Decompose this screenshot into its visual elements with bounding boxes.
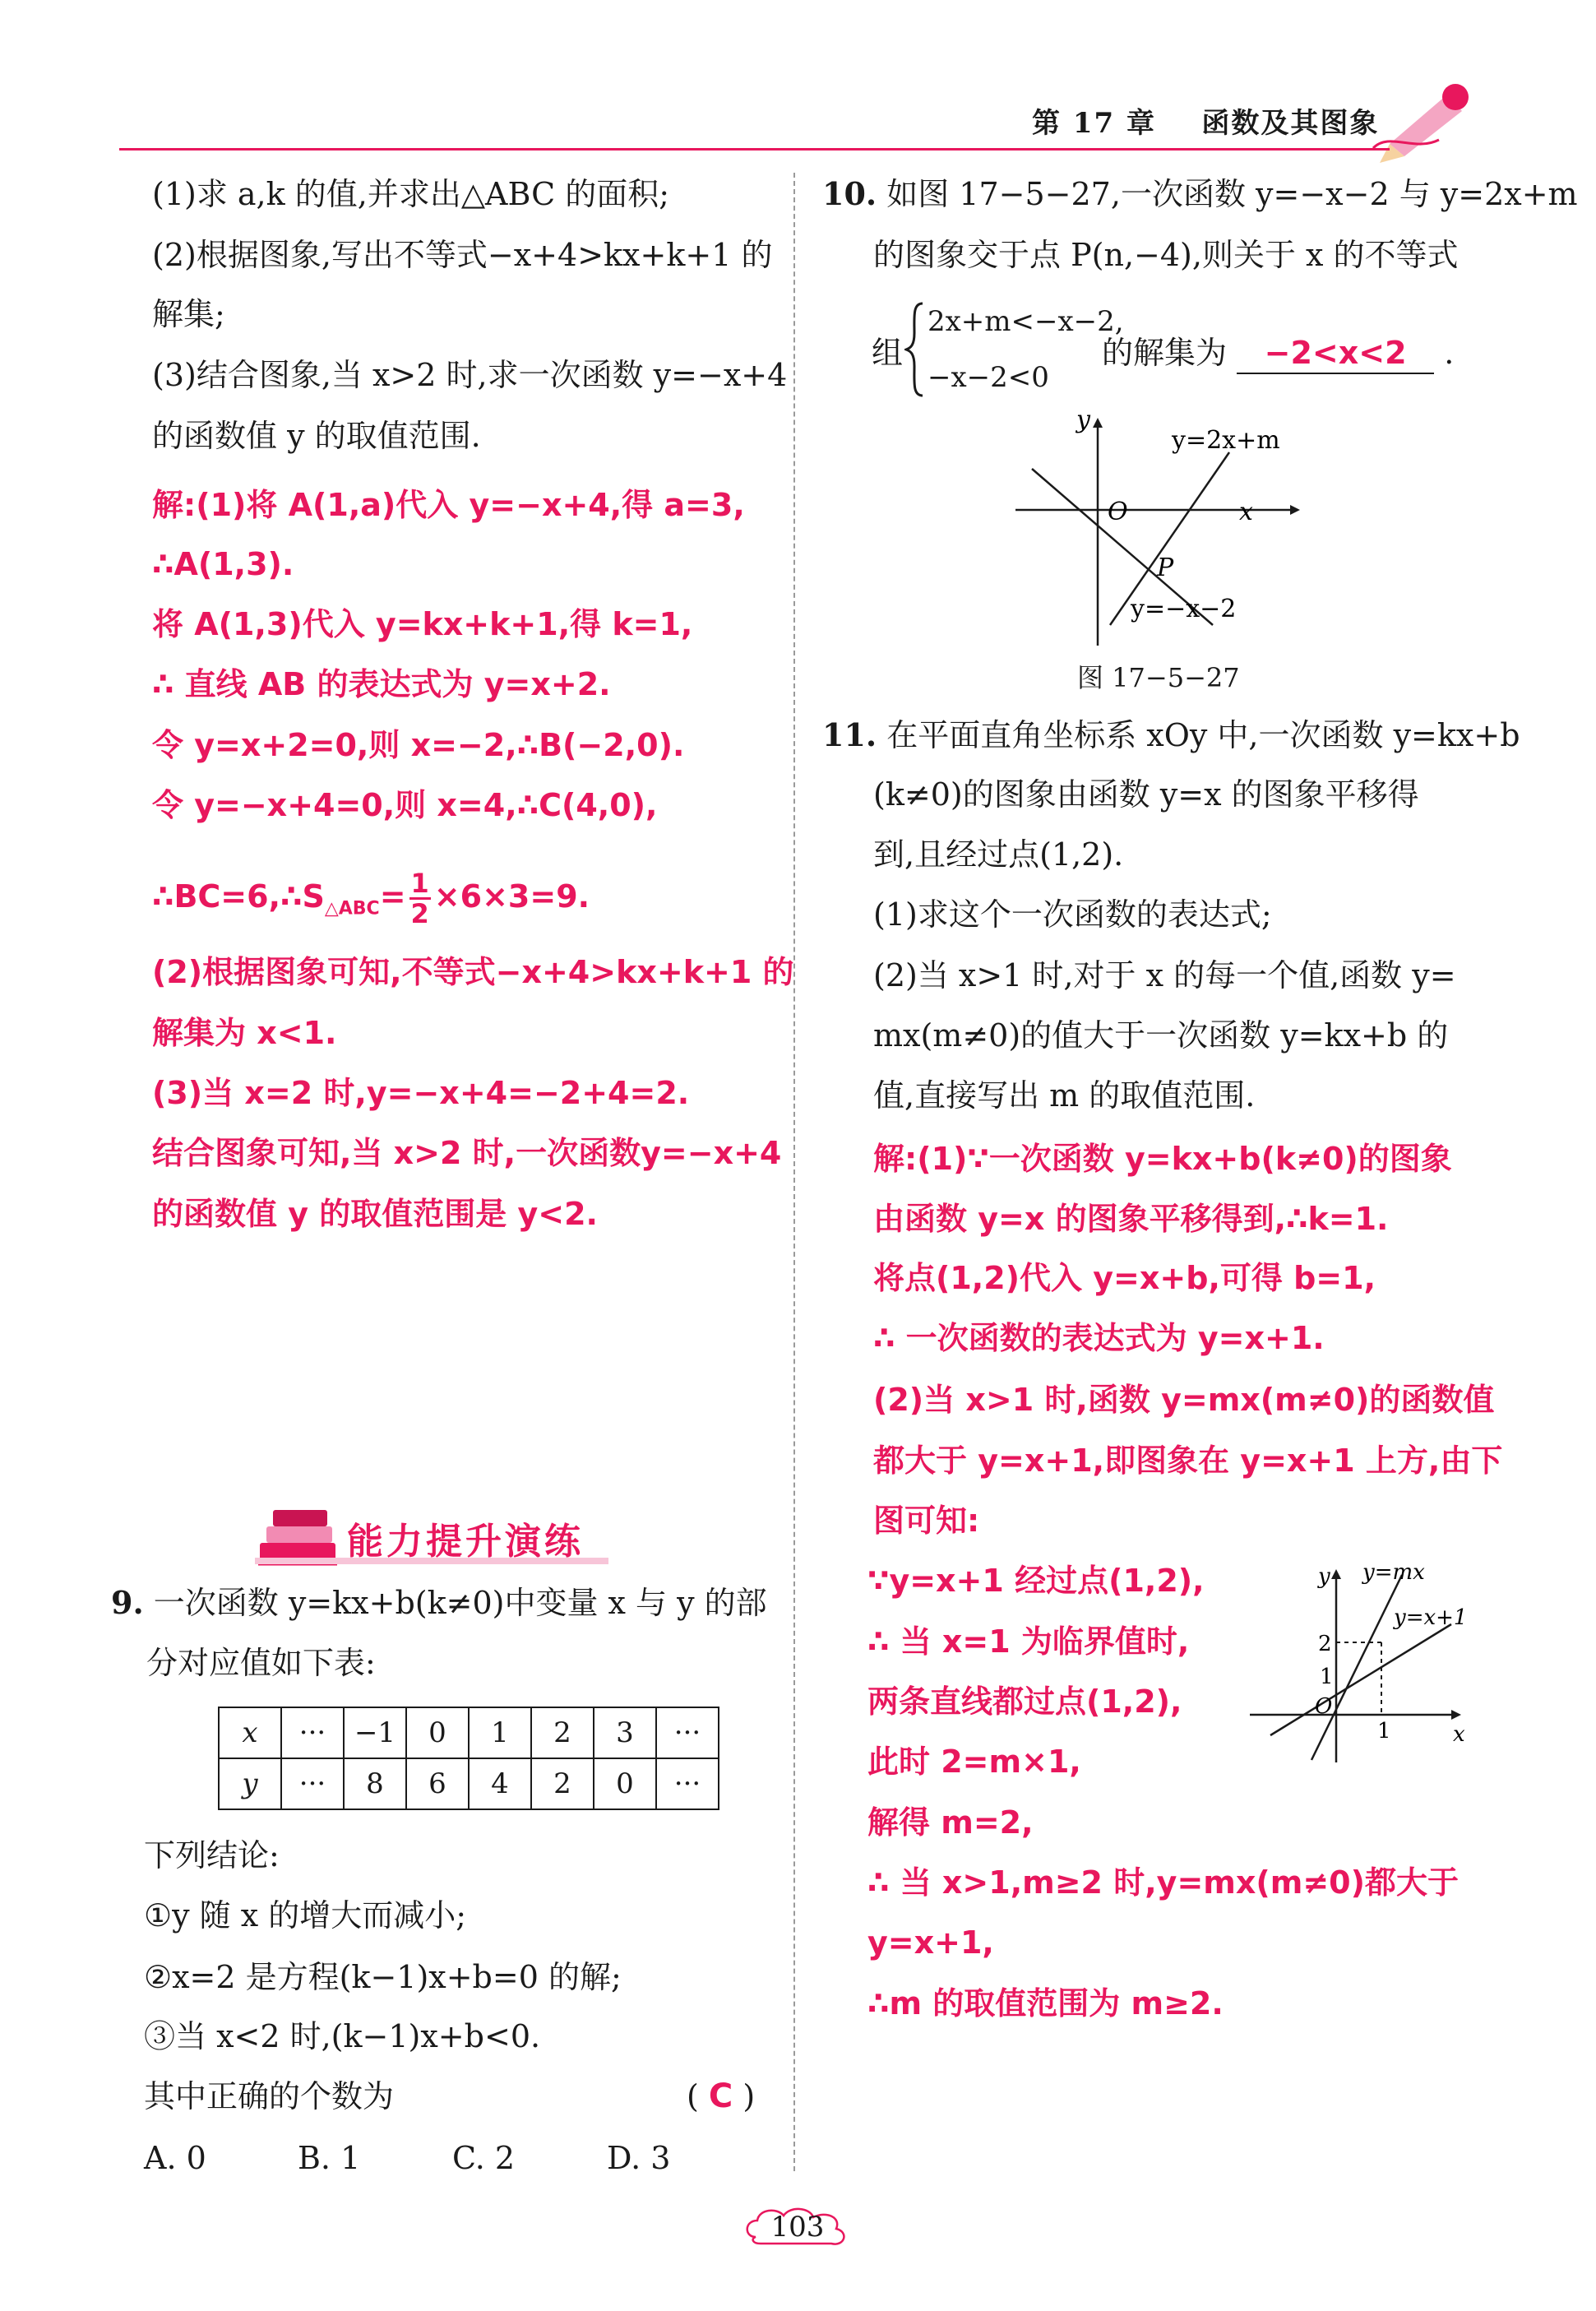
- y-axis-arrow: [1093, 418, 1103, 428]
- solution-line: (2)根据图象可知,不等式−x+4>kx+k+1 的: [152, 954, 794, 990]
- x-axis-arrow: [1451, 1710, 1461, 1720]
- table-cell: ···: [656, 1758, 719, 1809]
- solution-line: 将 A(1,3)代入 y=kx+k+1,得 k=1,: [152, 606, 693, 642]
- fig1-point-label: P: [1157, 553, 1174, 582]
- q9-answer: C: [708, 2077, 733, 2115]
- fig2-line-mx-label: y=mx: [1362, 1560, 1425, 1585]
- paren-right: ): [742, 2078, 756, 2114]
- q11-solution-line: (2)当 x>1 时,函数 y=mx(m≠0)的函数值: [873, 1382, 1495, 1418]
- table-cell: 4: [469, 1758, 531, 1809]
- q10-tail-text: 的解集为: [1102, 335, 1228, 371]
- q11-text-line: mx(m≠0)的值大于一次函数 y=kx+b 的: [873, 1017, 1449, 1054]
- fig1-origin-label: O: [1108, 498, 1128, 526]
- figure-caption: 图 17−5−27: [1077, 662, 1240, 693]
- q11-solution-line: y=x+1,: [867, 1924, 994, 1961]
- chapter-name: 函数及其图象: [1201, 107, 1380, 140]
- q9-conclusion-3: ③当 x<2 时,(k−1)x+b<0.: [144, 2018, 541, 2054]
- value-table: [218, 1707, 719, 1810]
- solution-line: ∴ 直线 AB 的表达式为 y=x+2.: [152, 666, 611, 702]
- area-formula: [152, 864, 590, 942]
- q9-conclusion-1: ①y 随 x 的增大而减小;: [144, 1897, 467, 1934]
- chapter-number: 第 17 章: [1032, 107, 1156, 140]
- q11-stem: [822, 716, 1520, 755]
- fraction-numerator: 1: [410, 868, 429, 899]
- figure-mx-vs-x-plus-1: [1246, 1558, 1476, 1772]
- q9-conclusion-2: ②x=2 是方程(k−1)x+b=0 的解;: [144, 1959, 622, 1995]
- fig2-y-label: y: [1318, 1564, 1330, 1589]
- fig1-line1-label: y=2x+m: [1172, 426, 1280, 455]
- q9-option: D. 3: [607, 2140, 671, 2176]
- q9-option: A. 0: [144, 2140, 206, 2176]
- table-cell: ···: [281, 1758, 344, 1809]
- q9-conclusions-label: 下列结论:: [144, 1837, 280, 1873]
- fig1-line2-label: y=−x−2: [1131, 595, 1237, 623]
- table-cell: x: [219, 1707, 281, 1758]
- q11-solution-line: ∴ 一次函数的表达式为 y=x+1.: [873, 1320, 1325, 1356]
- q8-part2b: 解集;: [152, 296, 225, 332]
- q9-stem: [111, 1583, 767, 1623]
- solution-line: 解集为 x<1.: [152, 1015, 337, 1051]
- q10-answer: −2<x<2: [1237, 333, 1434, 374]
- inequality-2: −x−2<0: [928, 361, 1049, 394]
- q8-part3b: 的函数值 y 的取值范围.: [152, 418, 481, 454]
- area-equals: =: [379, 878, 406, 915]
- q9-answer-bracket: [687, 2077, 755, 2116]
- table-cell: 6: [406, 1758, 469, 1809]
- q10-tail: [1102, 333, 1454, 374]
- fraction-half: [409, 869, 431, 928]
- q11-solution-line: ∵y=x+1 经过点(1,2),: [867, 1563, 1205, 1599]
- q10-stem: [822, 174, 1578, 214]
- fig2-tick-y2: 2: [1318, 1632, 1332, 1656]
- area-suffix: ×6×3=9.: [433, 878, 590, 915]
- q8-part1: (1)求 a,k 的值,并求出△ABC 的面积;: [152, 176, 670, 212]
- q9-text-2: 分对应值如下表:: [146, 1645, 376, 1681]
- area-subscript: △ABC: [324, 898, 380, 919]
- y-axis-arrow: [1331, 1569, 1341, 1579]
- group-label: 组: [872, 335, 904, 371]
- chapter-title: [1032, 100, 1379, 141]
- q11-solution-line: 图可知:: [873, 1503, 980, 1539]
- q10-text-2: 的图象交于点 P(n,−4),则关于 x 的不等式: [873, 237, 1459, 273]
- question-number: 11.: [822, 716, 877, 753]
- figure-17-5-27: [1015, 411, 1307, 650]
- q11-text-line: (k≠0)的图象由函数 y=x 的图象平移得: [873, 776, 1419, 813]
- page-number-badge: [744, 2204, 851, 2250]
- section-banner: [255, 1489, 633, 1579]
- section-title: 能力提升演练: [347, 1521, 584, 1563]
- q11-text-line: 在平面直角坐标系 xOy 中,一次函数 y=kx+b: [886, 717, 1520, 753]
- table-cell: 0: [406, 1707, 469, 1758]
- fig2-x-label: x: [1453, 1722, 1465, 1747]
- column-separator: [793, 173, 795, 2171]
- q10-text-1: 如图 17−5−27,一次函数 y=−x−2 与 y=2x+m: [886, 176, 1578, 212]
- table-row: [219, 1707, 719, 1758]
- q11-solution-line: 都大于 y=x+1,即图象在 y=x+1 上方,由下: [873, 1443, 1503, 1479]
- x-axis-arrow: [1290, 505, 1300, 515]
- fig2-line-x1-label: y=x+1: [1394, 1605, 1468, 1630]
- table-cell: 1: [469, 1707, 531, 1758]
- table-cell: 2: [531, 1758, 594, 1809]
- fig1-x-label: x: [1239, 498, 1253, 526]
- q11-solution-line: ∴ 当 x>1,m≥2 时,y=mx(m≠0)都大于: [867, 1864, 1459, 1901]
- solution-line: 的函数值 y 的取值范围是 y<2.: [152, 1196, 598, 1232]
- header-rule: [119, 148, 1390, 151]
- pencil-icon: [1365, 74, 1488, 164]
- q8-part3: (3)结合图象,当 x>2 时,求一次函数 y=−x+4: [152, 357, 788, 393]
- fraction-denominator: 2: [410, 898, 429, 929]
- q11-solution-line: 此时 2=m×1,: [867, 1744, 1081, 1780]
- fig2-tick-y1: 1: [1320, 1665, 1334, 1689]
- table-cell: 8: [344, 1758, 406, 1809]
- solution-line: (3)当 x=2 时,y=−x+4=−2+4=2.: [152, 1075, 690, 1111]
- left-brace: [904, 300, 926, 399]
- q8-part2: (2)根据图象,写出不等式−x+4>kx+k+1 的: [152, 237, 773, 273]
- table-cell: 2: [531, 1707, 594, 1758]
- table-cell: 0: [594, 1758, 656, 1809]
- solution-line: 令 y=−x+4=0,则 x=4,∴C(4,0),: [152, 787, 658, 823]
- q10-period: .: [1444, 335, 1455, 371]
- q11-solution-line: ∴m 的取值范围为 m≥2.: [867, 1985, 1224, 2022]
- q9-option: B. 1: [298, 2140, 361, 2176]
- q9-ask: 其中正确的个数为: [144, 2078, 395, 2114]
- q11-solution-line: 两条直线都过点(1,2),: [867, 1683, 1182, 1720]
- question-number: 9.: [111, 1584, 144, 1621]
- solution-line: 结合图象可知,当 x>2 时,一次函数y=−x+4: [152, 1135, 782, 1171]
- table-cell: ···: [281, 1707, 344, 1758]
- area-prefix: ∴BC=6,∴S: [152, 878, 325, 915]
- solution-line: ∴A(1,3).: [152, 546, 294, 582]
- table-cell: y: [219, 1758, 281, 1809]
- inequality-1: 2x+m<−x−2,: [928, 305, 1124, 338]
- q11-solution-line: 解得 m=2,: [867, 1804, 1034, 1841]
- q11-solution-line: ∴ 当 x=1 为临界值时,: [867, 1623, 1190, 1660]
- table-row: [219, 1758, 719, 1809]
- q11-text-line: (2)当 x>1 时,对于 x 的每一个值,函数 y=: [873, 957, 1456, 993]
- paren-left: (: [687, 2078, 699, 2114]
- q11-text-line: 到,且经过点(1,2).: [873, 836, 1124, 873]
- fig2-tick-x1: 1: [1377, 1719, 1391, 1744]
- question-number: 10.: [822, 175, 877, 212]
- fig1-y-label: y: [1076, 411, 1090, 434]
- q9-text-1: 一次函数 y=kx+b(k≠0)中变量 x 与 y 的部: [153, 1585, 767, 1621]
- table-cell: 3: [594, 1707, 656, 1758]
- q9-option: C. 2: [452, 2140, 516, 2176]
- q11-solution-line: 解:(1)∵一次函数 y=kx+b(k≠0)的图象: [873, 1141, 1452, 1177]
- q11-text-line: 值,直接写出 m 的取值范围.: [873, 1077, 1256, 1114]
- page-number: 103: [770, 2211, 825, 2244]
- fig2-origin-label: O: [1315, 1694, 1333, 1719]
- table-cell: ···: [656, 1707, 719, 1758]
- line-y-x-plus-1: [1270, 1624, 1451, 1735]
- q11-text-line: (1)求这个一次函数的表达式;: [873, 896, 1272, 933]
- q11-solution-line: 由函数 y=x 的图象平移得到,∴k=1.: [873, 1201, 1389, 1237]
- q11-solution-line: 将点(1,2)代入 y=x+b,可得 b=1,: [873, 1260, 1376, 1296]
- solution-line: 解:(1)将 A(1,a)代入 y=−x+4,得 a=3,: [152, 487, 745, 523]
- table-cell: −1: [344, 1707, 406, 1758]
- solution-line: 令 y=x+2=0,则 x=−2,∴B(−2,0).: [152, 727, 685, 763]
